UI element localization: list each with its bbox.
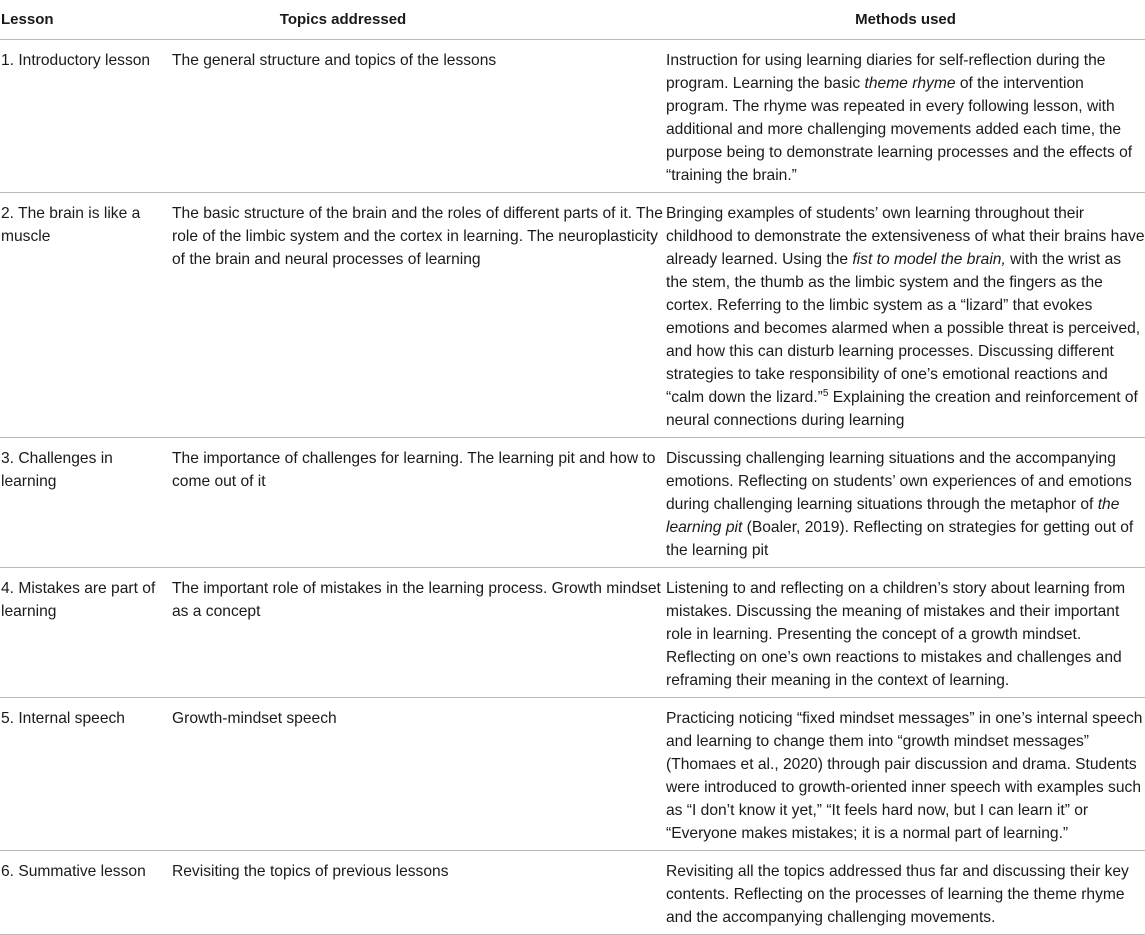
methods-text: Explaining the creation and reinforcement of neural connections during learning	[666, 389, 1138, 429]
methods-cell	[665, 698, 1145, 851]
methods-text: Listening to and reflecting on a children’s story about learning from mistakes. Discussing the meaning of mistakes and their important role in learning. Presenting the concept of a growth mindset. Reflecting on one’s own reactions to mistakes and challenges and reframing their meaning in the context of learning.	[666, 580, 1126, 689]
methods-text: Practicing noticing “fixed mindset messages” in one’s internal speech and learning to change them into “growth mindset messages” (Thomaes et al., 2020) through pair discussion and drama. Students were introduced to growth-oriented inner speech with examples such as “I don’t know it yet,” “It feels hard now, but I can learn it” or “Everyone makes mistakes; it is a normal part of learning.”	[666, 710, 1143, 842]
methods-text: Discussing challenging learning situations and the accompanying emotions. Reflecting on students’ own experiences of and emotions during challenging learning situations through the metaphor of	[666, 450, 1132, 513]
topics-cell: Revisiting the topics of previous lessons	[170, 851, 665, 935]
table-row	[0, 568, 1145, 698]
table-row	[0, 193, 1145, 438]
footnote-ref: 5	[822, 387, 829, 399]
header-topics: Topics addressed	[170, 0, 665, 40]
italic-term: fist to model the brain,	[852, 251, 1006, 268]
table-row	[0, 40, 1145, 193]
lesson-cell: 2. The brain is like a muscle	[0, 193, 170, 438]
methods-cell	[665, 193, 1145, 438]
table-body	[0, 40, 1145, 935]
italic-term: theme rhyme	[864, 75, 956, 92]
methods-text: Bringing examples of students’ own learning throughout their childhood to demonstrate the extensiveness of what their brains have already learned. Using the	[666, 205, 1145, 268]
lesson-cell: 5. Internal speech	[0, 698, 170, 851]
methods-text: with the wrist as the stem, the thumb as the limbic system and the fingers as the cortex. Referring to the limbic system as a “lizard” that evokes emotions and becomes alarmed when a possible threat is perceived, and how this can disturb learning processes. Discussing different strategies to take responsibility of one’s emotional reactions and “calm down the lizard.”	[666, 251, 1141, 406]
methods-cell	[665, 40, 1145, 193]
methods-cell	[665, 568, 1145, 698]
methods-text: of the intervention program. The rhyme was repeated in every following lesson, with additional and more challenging movements added each time, the purpose being to demonstrate learning processes and the effects of “training the brain.”	[666, 75, 1133, 184]
header-methods: Methods used	[665, 0, 1145, 40]
lesson-cell: 3. Challenges in learning	[0, 438, 170, 568]
methods-text: Instruction for using learning diaries for self-reflection during the program. Learning the basic	[666, 52, 1106, 92]
header-lesson: Lesson	[0, 0, 170, 40]
topics-cell: The basic structure of the brain and the roles of different parts of it. The role of the limbic system and the cortex in learning. The neuroplasticity of the brain and neural processes of learning	[170, 193, 665, 438]
table-row	[0, 438, 1145, 568]
methods-cell	[665, 438, 1145, 568]
lesson-cell: 4. Mistakes are part of learning	[0, 568, 170, 698]
header-row	[0, 0, 1145, 40]
lesson-cell: 6. Summative lesson	[0, 851, 170, 935]
lesson-cell: 1. Introductory lesson	[0, 40, 170, 193]
table-row	[0, 851, 1145, 935]
methods-text: (Boaler, 2019). Reflecting on strategies for getting out of the learning pit	[666, 519, 1134, 559]
topics-cell: Growth-mindset speech	[170, 698, 665, 851]
italic-term: the learning pit	[666, 496, 1120, 536]
methods-cell	[665, 851, 1145, 935]
topics-cell: The important role of mistakes in the learning process. Growth mindset as a concept	[170, 568, 665, 698]
table-row	[0, 698, 1145, 851]
topics-cell: The importance of challenges for learning. The learning pit and how to come out of it	[170, 438, 665, 568]
methods-text: Revisiting all the topics addressed thus far and discussing their key contents. Reflecting on the processes of learning the theme rhyme and the accompanying challenging movements.	[666, 863, 1129, 926]
topics-cell: The general structure and topics of the lessons	[170, 40, 665, 193]
